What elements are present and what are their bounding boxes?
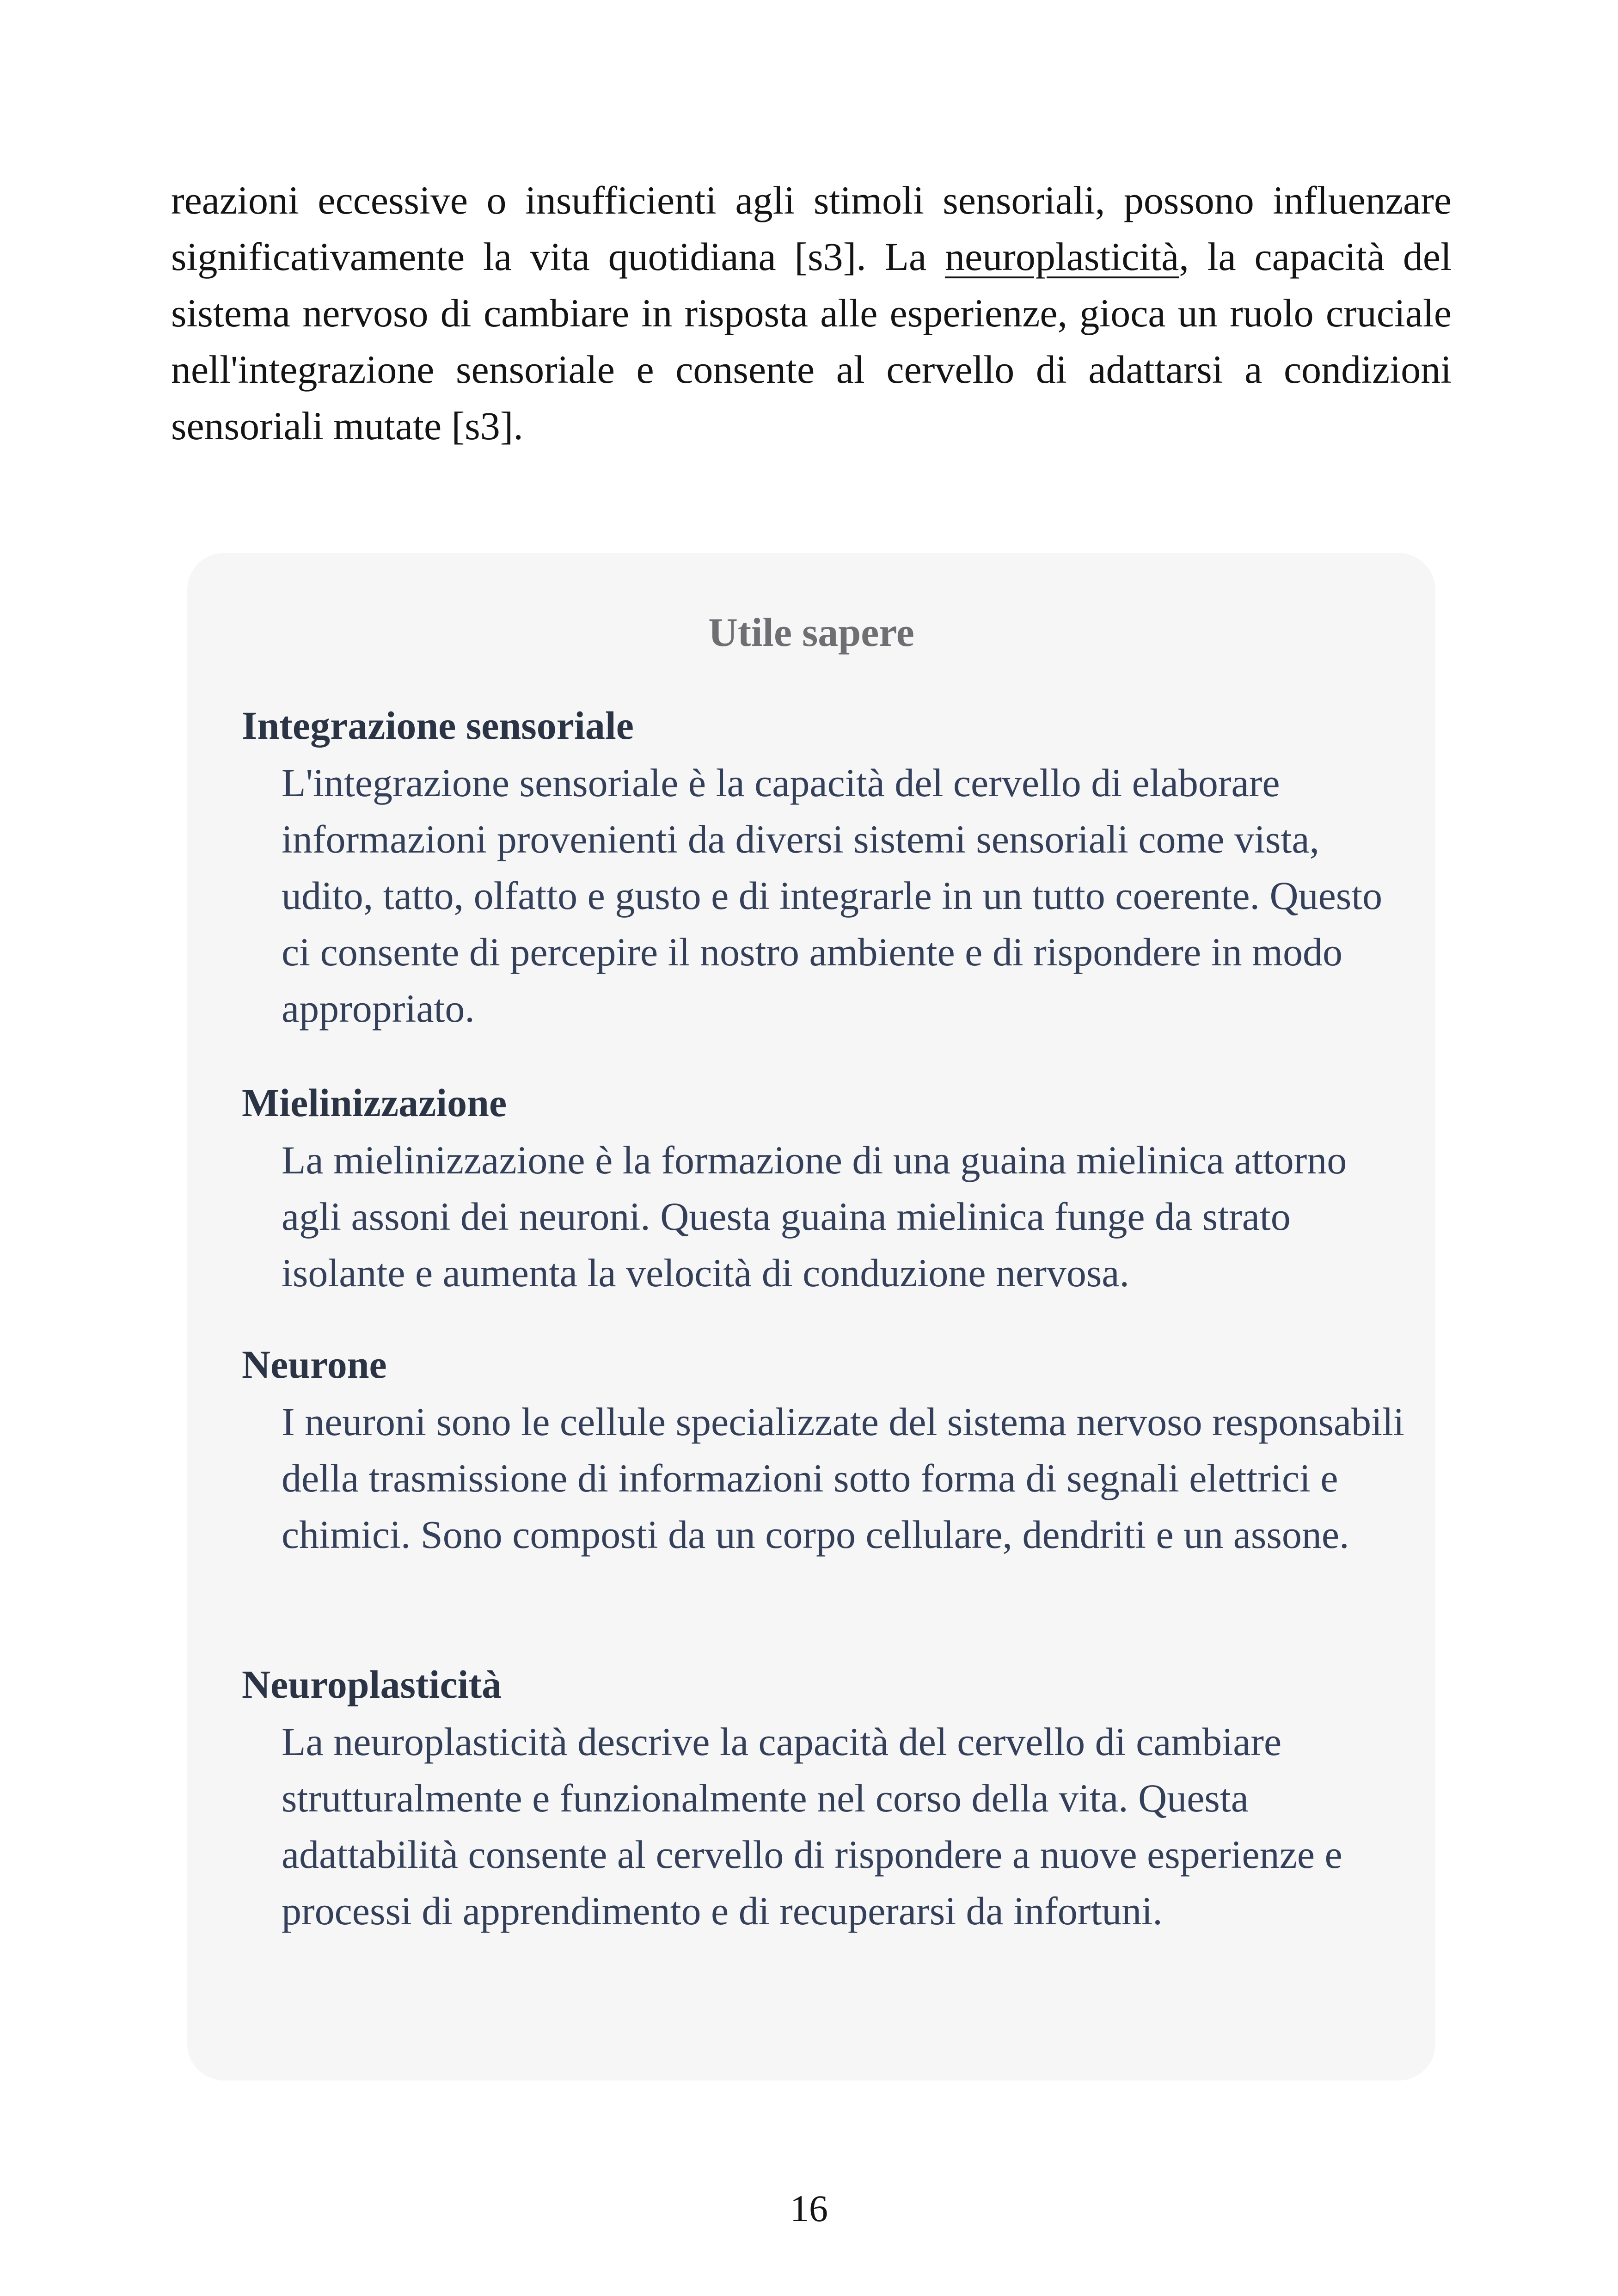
glossary-term-title: Integrazione sensoriale [242,703,634,748]
body-text-before: reazioni eccessive o insufficienti agli stimoli sensoriali, possono influenzare significativamente la vita quotidiana [s3]. La [171,178,1452,279]
glossary-term-title: Mielinizzazione [242,1080,507,1125]
glossary-term-title: Neurone [242,1342,387,1387]
glossary-term-title: Neuroplasticità [242,1662,502,1707]
glossary-term-neuroplasticita [242,1659,1388,1939]
glossary-term-definition: I neuroni sono le cellule specializzate del sistema nervoso responsabili della trasmissione di informazioni sotto forma di segnali elettrici e chimici. Sono composti da un corpo cellulare, dendriti e un assone. [282,1400,1404,1557]
glossary-term-integrazione-sensoriale [242,700,1388,1037]
glossary-term-definition: La neuroplasticità descrive la capacità del cervello di cambiare strutturalmente e funzionalmente nel corso della vita. Questa adattabilità consente al cervello di rispondere a nuove esperienze e processi di apprendimento e di recuperarsi da infortuni. [282,1719,1342,1933]
glossary-term-definition: L'integrazione sensoriale è la capacità del cervello di elaborare informazioni provenienti da diversi sistemi sensoriali come vista, udito, tatto, olfatto e gusto e di integrarle in un tutto coerente. Questo ci consente di percepire il nostro ambiente e di rispondere in modo appropriato. [282,761,1383,1031]
body-paragraph [171,172,1452,454]
neuroplasticity-link[interactable]: neuroplasticità [945,234,1179,279]
glossary-box-title: Utile sapere [708,610,914,655]
glossary-term-mielinizzazione [242,1077,1388,1301]
glossary-term-neurone [242,1339,1404,1563]
glossary-term-definition: La mielinizzazione è la formazione di una guaina mielinica attorno agli assoni dei neuroni. Questa guaina mielinica funge da strato isolante e aumenta la velocità di conduzione nervosa. [282,1138,1347,1295]
page-number: 16 [790,2187,828,2229]
body-text-after: , la capacità del sistema nervoso di cambiare in risposta alle esperienze, gioca un ruolo cruciale nell'integrazione sensoriale e consente al cervello di adattarsi a condizioni sensoriali mutate [s3]. [171,234,1452,448]
glossary-box [187,553,1435,2081]
